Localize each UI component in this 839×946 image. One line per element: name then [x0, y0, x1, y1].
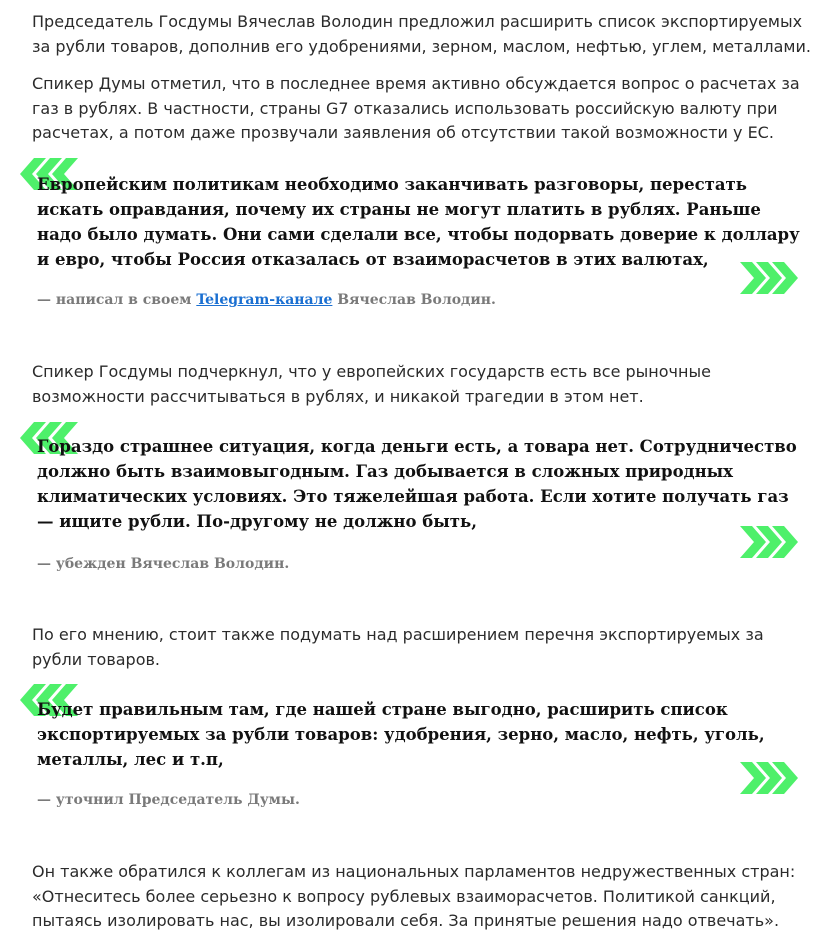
telegram-channel-link[interactable]: Telegram-канале — [196, 292, 333, 308]
quote-2-attribution: — убежден Вячеслав Володин. — [37, 556, 290, 572]
paragraph-3: Спикер Госдумы подчеркнул, что у европейских государств есть все рыночные возможности рассчитываться в рублях, и никакой трагедии в этом нет. — [32, 362, 711, 406]
double-chevron-right-icon — [740, 762, 798, 794]
paragraph-4: По его мнению, стоит также подумать над расширением перечня экспортируемых за рубли товаров. — [32, 625, 764, 669]
paragraph-2: Спикер Думы отметил, что в последнее время активно обсуждается вопрос о расчетах за газ в рублях. В частности, страны G7 отказались использовать российскую валюту при расчетах, а потом даже прозвучали заявления об отсутствии такой возможности у ЕС. — [32, 74, 800, 142]
double-chevron-right-icon — [740, 262, 798, 294]
quote-3-text: Будет правильным там, где нашей стране выгодно, расширить список экспортируемых за рубли товаров: удобрения, зерно, масло, нефть, уголь, металлы, лес и т.п, — [37, 700, 765, 769]
attribution-prefix: — написал в своем — [37, 292, 192, 308]
quote-2-text: Гораздо страшнее ситуация, когда деньги есть, а товара нет. Сотрудничество должно быть взаимовыгодным. Газ добывается в сложных природных климатических условиях. Это тяжелейшая работа. Если хотите получать газ — ищите рубли. По-другому не должно быть, — [37, 437, 797, 531]
double-chevron-right-icon — [740, 526, 798, 558]
attribution-suffix: Вячеслав Володин. — [337, 292, 496, 308]
quote-1-attribution — [37, 290, 737, 310]
quote-1-text: Европейским политикам необходимо заканчивать разговоры, перестать искать оправдания, почему их страны не могут платить в рублях. Раньше надо было думать. Они сами сделали все, чтобы подорвать доверие к доллару и евро, чтобы Россия отказалась от взаиморасчетов в этих валютах, — [37, 175, 800, 269]
paragraph-5: Он также обратился к коллегам из национальных парламентов недружественных стран: «Отнеситесь более серьезно к вопросу рублевых взаиморасчетов. Политикой санкций, пытаясь изолировать нас, вы изолировали себя. За принятые решения надо отвечать». — [32, 862, 796, 930]
paragraph-1: Председатель Госдумы Вячеслав Володин предложил расширить список экспортируемых за рубли товаров, дополнив его удобрениями, зерном, маслом, нефтью, углем, металлами. — [32, 12, 811, 56]
quote-3-attribution: — уточнил Председатель Думы. — [37, 792, 300, 808]
